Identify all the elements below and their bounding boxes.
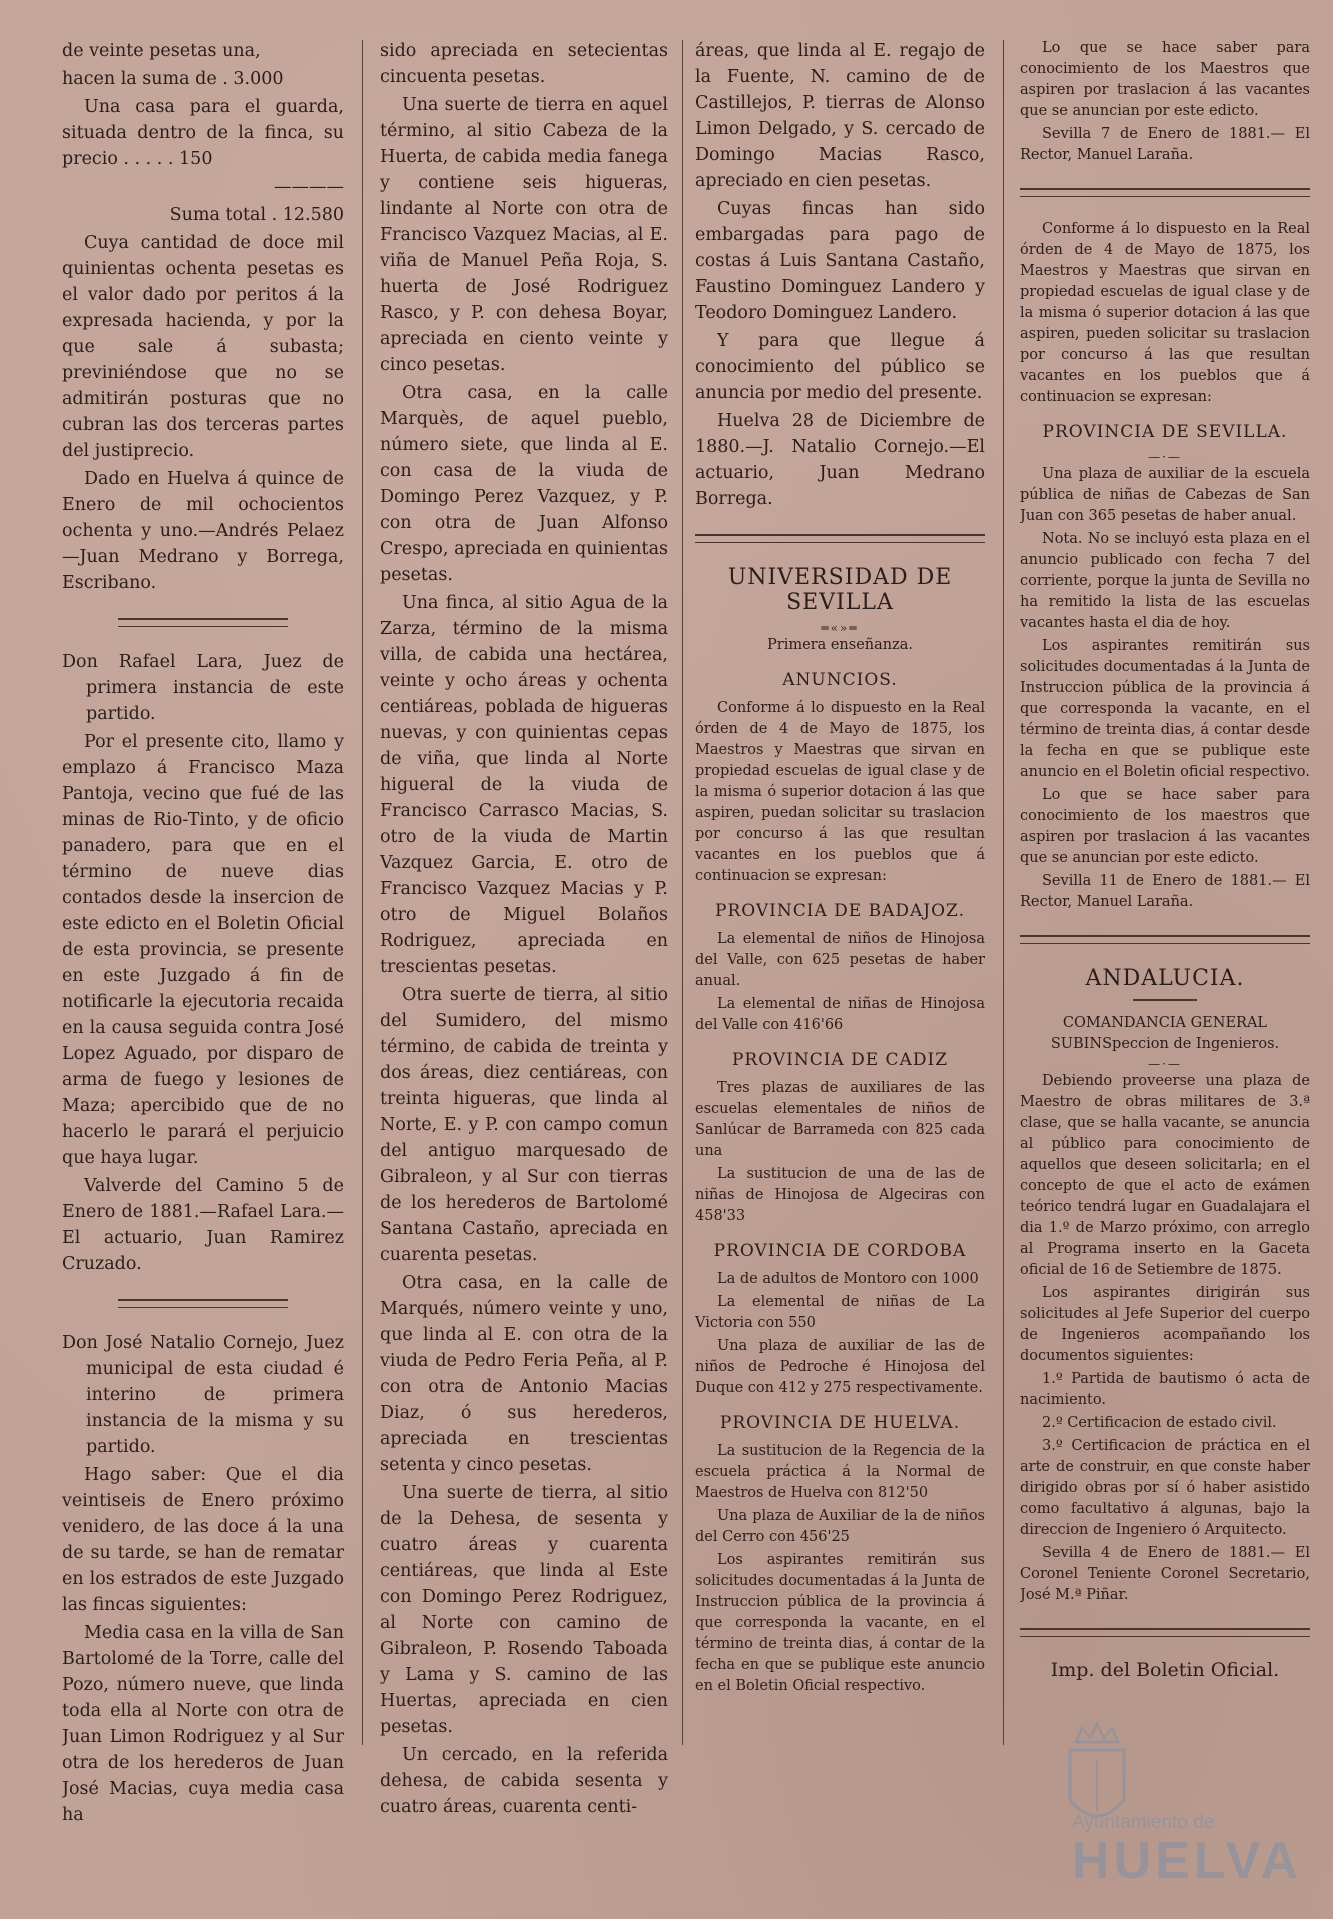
paragraph: áreas, que linda al E. regajo de la Fuente, N. camino de de Castillejos, P. tierras de Alonso Limon Delgado, y S. cercado de Domingo Macias Rasco, apreciado en cien pesetas. xyxy=(695,41,985,191)
paragraph: Cuya cantidad de doce mil quinientas ochenta pesetas es el valor dado por peritos á la expresada hacienda, y por la que sale á subasta; previniéndose que no se admitirán posturas que no cubran las dos terceras partes del justiprecio. xyxy=(62,233,344,461)
column-3 xyxy=(695,38,985,1699)
paragraph: Valverde del Camino 5 de Enero de 1881.—Rafael Lara.—El actuario, Juan Ramirez Cruzado. xyxy=(62,1176,344,1274)
section-heading: PROVINCIA DE BADAJOZ. xyxy=(715,901,965,921)
paragraph: Otra casa, en la calle de Marqués, número veinte y uno, que linda al E. con otra de la viuda de Pedro Feria Peña, al P. con otra de Antonio Macias Diaz, ó sus herederos, apreciada en trescientas setenta y cinco pesetas. xyxy=(380,1273,668,1475)
section-rule xyxy=(1020,188,1310,197)
section-heading: ANUNCIOS. xyxy=(782,670,898,690)
paragraph: Otra suerte de tierra, al sitio del Sumidero, del mismo término, de cabida de treinta y dos áreas, diez centiáreas, con treinta higueras, que linda al Norte, E. y P. con campo comun del antiguo marquesado de Gibraleon, y al Sur con tierras de los herederos de Bartolomé Santana Castaño, apreciada en cuarenta pesetas. xyxy=(380,985,668,1265)
column-divider xyxy=(362,40,363,1745)
paragraph: ———— xyxy=(274,177,344,197)
watermark-line-1: Ayuntamiento de xyxy=(1072,1812,1215,1833)
column-1 xyxy=(62,38,344,1830)
paragraph: Una suerte de tierra, al sitio de la Dehesa, de sesenta y cuatro áreas y cuarenta centiáreas, que linda al Este con Domingo Perez Rodriguez, al Norte con camino de Gibraleon, P. Rosendo Taboada y Lama y S. camino de las Huertas, apreciada en cien pesetas. xyxy=(380,1483,668,1737)
paragraph: Debiendo proveerse una plaza de Maestro de obras militares de 3.ª clase, que se halla vacante, se anuncia al público para conocimiento de aquellos que deseen solicitarla; en el concepto de que el acto de exámen teórico tendrá lugar en Guadalajara el dia 1.º de Marzo próximo, con arreglo al Programa inserto en la Gaceta oficial de 16 de Setiembre de 1875. xyxy=(1020,1073,1310,1278)
paragraph: Sevilla 4 de Enero de 1881.— El Coronel Teniente Coronel Secretario, José M.ª Piñar. xyxy=(1020,1545,1310,1603)
column-2 xyxy=(380,38,668,1822)
paragraph: 3.º Certificacion de práctica en el arte de construir, en que conste haber dirigido obras por sí ó haber asistido como facultativo á algunas, bajo la direccion de Ingeniero ó Arquitecto. xyxy=(1020,1438,1310,1538)
paragraph: Por el presente cito, llamo y emplazo á Francisco Maza Pantoja, vecino que fué de las minas de Rio-Tinto, y de oficio panadero, para que en el término de nueve dias contados desde la insercion de este edicto en el Boletin Oficial de esta provincia, se presente en este Juzgado á fin de notificarle la ejecutoria recaida en la causa seguida contra José Lopez Aguado, por disparo de arma de fuego y lesiones de Maza; apercibido que de no hacerlo le parará el perjuicio que haya lugar. xyxy=(62,732,344,1168)
paragraph: Don José Natalio Cornejo, Juez municipal de esta ciudad é interino de primera instancia de la misma y su partido. xyxy=(62,1333,344,1457)
paragraph: Conforme á lo dispuesto en la Real órden de 4 de Mayo de 1875, los Maestros y Maestras que sirvan en propiedad escuelas de igual clase y de la misma ó superior dotacion á las que aspiren, puedan solicitar su traslacion por concurso á las que resultan vacantes en los pueblos que á continuacion se expresan: xyxy=(695,700,985,884)
section-rule xyxy=(118,618,287,627)
paragraph: 1.º Partida de bautismo ó acta de nacimiento. xyxy=(1020,1371,1310,1408)
paragraph: Media casa en la villa de San Bartolomé de la Torre, calle del Pozo, número nueve, que linda toda ella al Norte con otra de Juan Limon Rodriguez y al Sur otra de los herederos de Juan José Macias, cuya media casa ha xyxy=(62,1623,344,1825)
paragraph: Sevilla 11 de Enero de 1881.— El Rector, Manuel Laraña. xyxy=(1020,873,1310,910)
heading-dash xyxy=(1133,999,1197,1001)
column-divider xyxy=(682,40,683,1745)
paragraph: La sustitucion de la Regencia de la escuela práctica á la Normal de Maestros de Huelva con 812'50 xyxy=(695,1443,985,1501)
watermark-line-2: HUELVA xyxy=(1072,1832,1303,1890)
paragraph: Los aspirantes dirigirán sus solicitudes al Jefe Superior del cuerpo de Ingenieros acompañando los documentos siguientes: xyxy=(1020,1285,1310,1364)
paragraph: Otra casa, en la calle Marquès, de aquel pueblo, número siete, que linda al E. con casa de la viuda de Domingo Perez Vazquez, y P. con otra de Juan Alfonso Crespo, apreciada en quinientas pesetas. xyxy=(380,383,668,585)
paragraph: Una plaza de auxiliar de las de niños de Pedroche é Hinojosa del Duque con 412 y 275 respectivamente. xyxy=(695,1338,985,1396)
paragraph: Los aspirantes remitirán sus solicitudes documentadas á la Junta de Instruccion pública de la provincia á que corresponda la vacante, en el término de treinta dias, á contar de la fecha en que se publique este anuncio en el Boletin Oficial respectivo. xyxy=(695,1552,985,1694)
section-heading: PROVINCIA DE CORDOBA xyxy=(713,1241,967,1261)
section-heading: PROVINCIA DE SEVILLA. xyxy=(1042,422,1288,442)
section-rule xyxy=(1020,935,1310,944)
paragraph: Una finca, al sitio Agua de la Zarza, término de la misma villa, de cabida una hectárea, veinte y ocho áreas y ochenta centiáreas, poblada de higueras nuevas, y con quinientas cepas de viña, que linda al Norte higueral de la viuda de Francisco Carrasco Macias, S. otro de la viuda de Martin Vazquez Garcia, E. otro de Francisco Vazquez Macias y P. otro de Miguel Bolaños Rodriguez, apreciada en trescientas pesetas. xyxy=(380,593,668,977)
paragraph: Lo que se hace saber para conocimiento de los maestros que aspiren por traslacion á las vacantes que se anuncian por este edicto. xyxy=(1020,787,1310,866)
section-heading: UNIVERSIDAD DE SEVILLA xyxy=(727,565,953,615)
paragraph: Cuyas fincas han sido embargadas para pago de costas á Luis Santana Castaño, Faustino Dominguez Landero y Teodoro Dominguez Landero. xyxy=(695,199,985,323)
paragraph: Don Rafael Lara, Juez de primera instancia de este partido. xyxy=(62,652,344,724)
ornament: ═«»═ xyxy=(821,621,859,635)
paragraph: Una suerte de tierra en aquel término, al sitio Cabeza de la Huerta, de cabida media fanega y contiene seis higueras, lindante al Norte con otra de Francisco Vazquez Macias, al E. viña de Manuel Peña Roja, S. huerta de José Rodriguez Rasco, y P. con dehesa Boyar, apreciada en ciento veinte y cinco pesetas. xyxy=(380,95,668,375)
paragraph: Lo que se hace saber para conocimiento de los Maestros que aspiren por traslacion á las vacantes que se anuncian por este edicto. xyxy=(1020,40,1310,119)
ornament: —·— xyxy=(1148,450,1182,464)
paragraph: 2.º Certificacion de estado civil. xyxy=(1042,1415,1277,1431)
section-rule xyxy=(695,534,985,543)
paragraph: Un cercado, en la referida dehesa, de cabida sesenta y cuatro áreas, cuarenta centi- xyxy=(380,1745,668,1817)
paragraph: Hago saber: Que el dia veintiseis de Enero próximo venidero, de las doce á la una de su tarde, se han de rematar en los estrados de este Juzgado las fincas siguientes: xyxy=(62,1465,344,1615)
paragraph: Suma total . 12.580 xyxy=(169,205,344,225)
paragraph: La elemental de niñas de Hinojosa del Valle con 416'66 xyxy=(695,996,985,1033)
printer-imprint: Imp. del Boletin Oficial. xyxy=(1050,1659,1280,1681)
paragraph: Una plaza de Auxiliar de la de niños del Cerro con 456'25 xyxy=(695,1508,985,1545)
section-heading: PROVINCIA DE CADIZ xyxy=(731,1050,949,1070)
paragraph: La elemental de niñas de La Victoria con 550 xyxy=(695,1294,985,1331)
ornament: —·— xyxy=(1148,1057,1182,1071)
column-4 xyxy=(1020,38,1310,1681)
paragraph: La elemental de niños de Hinojosa del Valle, con 625 pesetas de haber anual. xyxy=(695,931,985,989)
section-rule xyxy=(1020,1628,1310,1637)
paragraph: La sustitucion de una de las de niñas de Hinojosa de Algeciras con 458'33 xyxy=(695,1166,985,1224)
paragraph: Huelva 28 de Diciembre de 1880.—J. Natalio Cornejo.—El actuario, Juan Medrano Borrega. xyxy=(695,411,985,509)
paragraph: Una casa para el guarda, situada dentro de la finca, su precio . . . . . 150 xyxy=(62,97,344,169)
section-heading: PROVINCIA DE HUELVA. xyxy=(719,1413,961,1433)
paragraph: Los aspirantes remitirán sus solicitudes documentadas á la Junta de Instruccion pública de la provincia á que corresponda la vacante, en el término de treinta dias, á contar desde la fecha en que se publique este anuncio en el Boletin oficial respectivo. xyxy=(1020,638,1310,780)
paragraph: hacen la suma de . 3.000 xyxy=(62,69,284,89)
column-divider xyxy=(1003,40,1004,1745)
paragraph: Nota. No se incluyó esta plaza en el anuncio publicado con fecha 7 del corriente, porque la junta de Sevilla no ha remitido la lista de las escuelas vacantes hasta el dia de hoy. xyxy=(1020,531,1310,631)
paragraph: Una plaza de auxiliar de la escuela pública de niñas de Cabezas de San Juan con 365 pesetas de haber anual. xyxy=(1020,466,1310,524)
paragraph: de veinte pesetas una, xyxy=(62,41,261,61)
paragraph: La de adultos de Montoro con 1000 xyxy=(717,1271,979,1287)
paragraph: Y para que llegue á conocimiento del público se anuncia por medio del presente. xyxy=(695,331,985,403)
section-heading: ANDALUCIA. xyxy=(1085,966,1245,991)
paragraph: Dado en Huelva á quince de Enero de mil ochocientos ochenta y uno.—Andrés Pelaez —Juan Medrano y Borrega, Escribano. xyxy=(62,469,344,593)
paragraph: sido apreciada en setecientas cincuenta pesetas. xyxy=(380,41,668,87)
ayuntamiento-huelva-watermark xyxy=(1062,1720,1327,1910)
paragraph: Primera enseñanza. xyxy=(767,637,913,653)
section-rule xyxy=(118,1299,287,1308)
paragraph: Conforme á lo dispuesto en la Real órden de 4 de Mayo de 1875, los Maestros y Maestras que sirvan en propiedad escuelas de igual clase y de la misma ó superior dotacion á las que aspiren, pueden solicitar su traslacion por concurso á las que resultan vacantes en los pueblos que á continuacion se expresan: xyxy=(1020,221,1310,405)
paragraph: Sevilla 7 de Enero de 1881.— El Rector, Manuel Laraña. xyxy=(1020,126,1310,163)
paragraph: COMANDANCIA GENERAL SUBINSpeccion de Ingenieros. xyxy=(1050,1015,1280,1052)
paragraph: Tres plazas de auxiliares de las escuelas elementales de niños de Sanlúcar de Barrameda con 825 cada una xyxy=(695,1080,985,1159)
